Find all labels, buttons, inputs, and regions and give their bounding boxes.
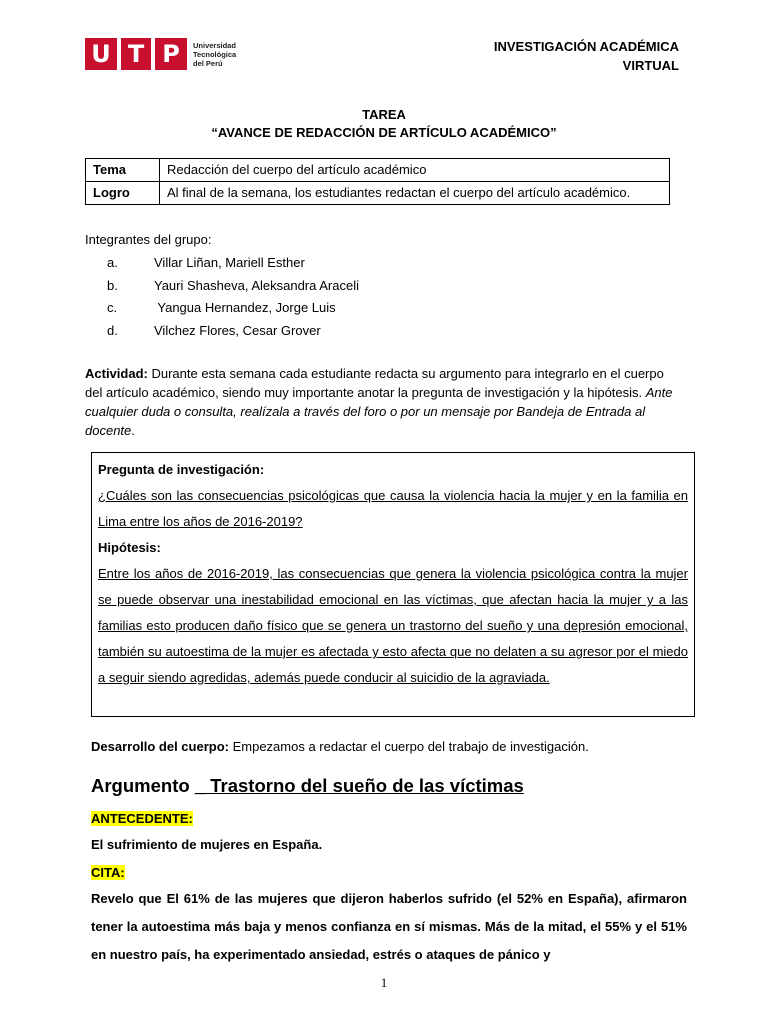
argument-title: _ Trastorno del sueño de las víctimas (194, 775, 524, 796)
development-label: Desarrollo del cuerpo: (91, 739, 229, 754)
list-item (107, 323, 507, 338)
logo-line-2: Tecnológica (193, 49, 237, 59)
member-name: Vilchez Flores, Cesar Grover (154, 323, 321, 338)
hypothesis-label: Hipótesis: (98, 540, 161, 555)
question-label: Pregunta de investigación: (98, 462, 265, 477)
title-line-1: TAREA (362, 107, 406, 122)
argument-label: Argumento (91, 775, 190, 796)
table-key: Tema (86, 159, 160, 182)
document-title (0, 106, 768, 142)
cita-label (91, 864, 125, 882)
logo-letter-p: P (155, 38, 187, 70)
research-question: ¿Cuáles son las consecuencias psicológicas que causa la violencia hacia la mujer y en la familia en Lima entre los años de 2016-2019? (98, 488, 688, 529)
member-name: Yauri Shasheva, Aleksandra Araceli (154, 278, 359, 293)
table-key: Logro (86, 182, 160, 205)
activity-label: Actividad: (85, 366, 148, 381)
cita-text: Revelo que El 61% de las mujeres que dijeron haberlos sufrido (el 52% en España), afirmaron tener la autoestima más baja y menos confianza en sí mismas. Más de la mitad, el 55% y el 51% en nuestro país, ha experimentado ansiedad, estrés o ataques de pánico y (91, 891, 687, 962)
member-name: Villar Liñan, Mariell Esther (154, 255, 305, 270)
table-row (86, 182, 670, 205)
course-mode: VIRTUAL (622, 58, 679, 73)
info-table (85, 158, 670, 205)
logo-letter-t: T (121, 38, 151, 70)
table-value: Redacción del cuerpo del artículo académico (160, 159, 670, 182)
member-letter: a. (107, 255, 118, 270)
member-letter: b. (107, 278, 118, 293)
logo-letter-u: U (85, 38, 117, 70)
hypothesis-text: Entre los años de 2016-2019, las consecuencias que genera la violencia psicológica contra la mujer se puede observar una inestabilidad emocional en las víctimas, que afectan hacia la mujer y a las familias esto producen daño físico que se genera un trastorno del sueño y una depresión emocional, también su autoestima de la mujer es afectada y esto afecta que no delaten a su agresor por el miedo a seguir siendo agredidas, además puede conducir al suicidio de la agraviada. (98, 566, 688, 685)
course-header (494, 37, 679, 75)
antecedent-highlight: ANTECEDENTE: (91, 811, 193, 826)
activity-note: Ante cualquier duda o consulta, realízala a través del foro o por un mensaje por Bandeja de Entrada al docente (85, 385, 673, 438)
title-line-2: “AVANCE DE REDACCIÓN DE ARTÍCULO ACADÉMICO” (211, 125, 557, 140)
member-letter: c. (107, 300, 118, 315)
page-number: 1 (380, 975, 388, 990)
list-item (107, 255, 507, 270)
logo-line-3: del Perú (193, 58, 223, 68)
antecedent-text: El sufrimiento de mujeres en España. (91, 837, 323, 852)
table-value: Al final de la semana, los estudiantes redactan el cuerpo del artículo académico. (160, 182, 670, 205)
logo-line-1: Universidad (193, 40, 236, 50)
argument-heading (91, 775, 524, 797)
member-name: Yangua Hernandez, Jorge Luis (154, 300, 336, 315)
member-letter: d. (107, 323, 118, 338)
list-item (107, 300, 507, 315)
list-item (107, 278, 507, 293)
members-label: Integrantes del grupo: (85, 232, 212, 247)
development-text: Empezamos a redactar el cuerpo del trabajo de investigación. (228, 739, 589, 754)
research-box (91, 452, 695, 717)
course-title: INVESTIGACIÓN ACADÉMICA (493, 39, 679, 54)
antecedent-label (91, 810, 193, 828)
activity-paragraph (85, 364, 673, 440)
activity-end: . (131, 423, 135, 438)
development-line (91, 739, 589, 754)
utp-logo (85, 38, 236, 70)
activity-text: Durante esta semana cada estudiante redacta su argumento para integrarlo en el cuerpo del artículo académico, siendo muy importante anotar la pregunta de investigación y la hipótesis. (85, 366, 664, 400)
logo-university-name (193, 41, 236, 68)
cita-highlight: CITA: (91, 865, 125, 880)
table-row (86, 159, 670, 182)
